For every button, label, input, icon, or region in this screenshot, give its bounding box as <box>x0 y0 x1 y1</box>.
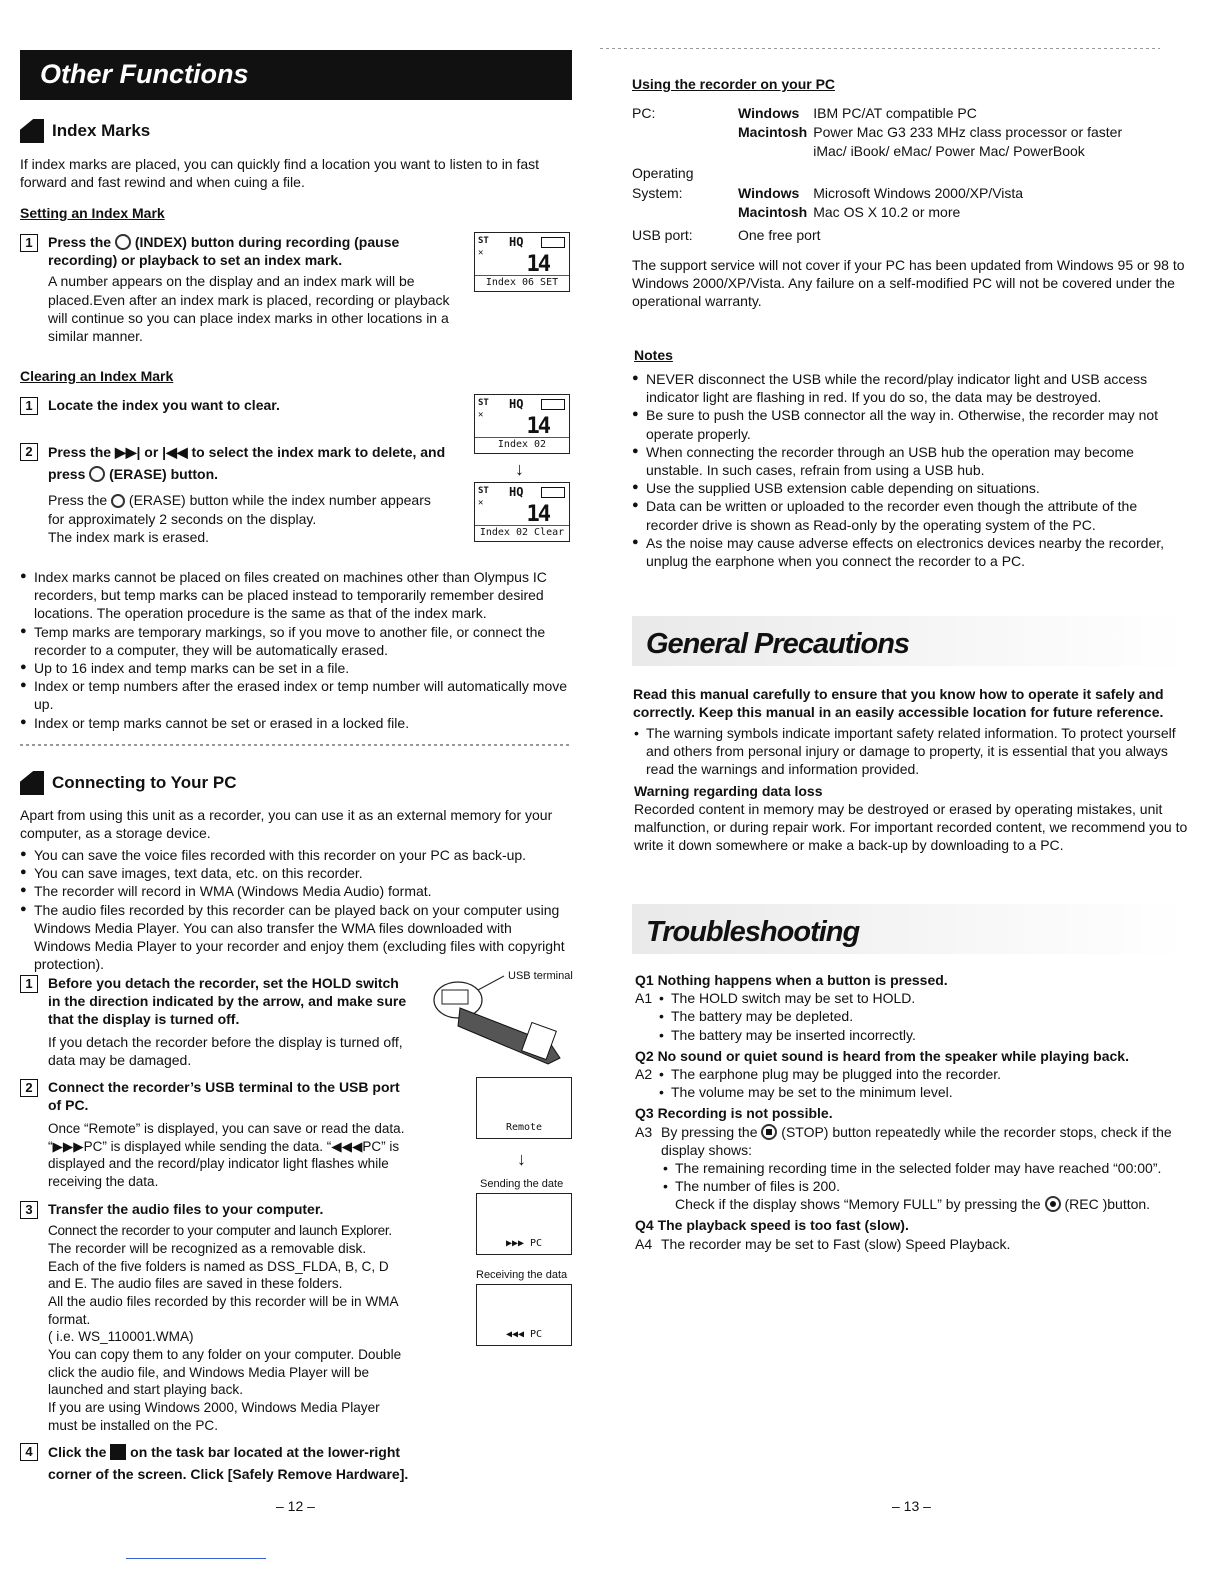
step-text: (ERASE) button. <box>109 465 219 482</box>
connect-step-2 <box>20 1078 408 1191</box>
os-name: Macintosh <box>738 124 808 141</box>
erase-button-icon <box>111 494 125 508</box>
list-item: ● NEVER disconnect the USB while the record/play indicator light and USB access indicator light are flashing in red. If you do so, the data may be destroyed. <box>632 370 1188 406</box>
lcd-label: Index 06 SET <box>475 275 569 289</box>
step-number: 1 <box>20 234 38 252</box>
answer-text-part: By pressing the <box>661 1123 758 1140</box>
answer-label: A2 <box>635 1065 653 1082</box>
pc-label: PC: <box>632 105 656 121</box>
answer-label: A1 <box>635 990 653 1007</box>
index-button-icon <box>115 234 131 250</box>
step-text: Press the <box>48 492 108 509</box>
setting-step-1 <box>20 233 450 345</box>
lcd-display-index-set <box>474 232 570 292</box>
table-row <box>632 203 1128 222</box>
connect-step-3-title: Transfer the audio files to your computer. <box>48 1201 324 1217</box>
list-item: • The number of files is 200. <box>661 1177 1191 1195</box>
answer-list <box>661 1159 1191 1195</box>
connect-step-1-title: Before you detach the recorder, set the HOLD switch in the direction indicated by the arrow, and make sure that the display is turned off. <box>48 975 407 1028</box>
answer-text-part: (STOP) button repeatedly while the recorder stops, check if the display shows: <box>661 1123 1172 1158</box>
step-3-line: Connect the recorder to your computer and launch Explorer. <box>48 1223 392 1239</box>
battery-icon <box>541 237 565 248</box>
step-number: 1 <box>20 975 38 993</box>
list-item: ● Index marks cannot be placed on files created on machines other than Olympus IC recorders, but temp marks can be placed instead to temporarily remember desired locations. The operation procedure is the same as that of the index mark. <box>20 568 572 623</box>
bottom-link-rule <box>126 1558 266 1559</box>
list-item: ● The audio files recorded by this recorder can be played back on your computer using Windows Media Player. You can also transfer the WMA files downloaded with Windows Media Player to your recorder and enjoy them (excluding files with copyright protection). <box>20 901 572 974</box>
previous-icon: |◀◀ <box>162 444 188 460</box>
list-item: ● Index or temp numbers after the erased index or temp number will automatically move up. <box>20 677 572 713</box>
step-text: (INDEX) button during recording (pause recording) or playback to set an index mark. <box>48 234 400 269</box>
answer-1 <box>635 989 1191 1044</box>
index-marks-intro: If index marks are placed, you can quickly find a location you want to listen to in fast forward and fast rewind and when cuing a file. <box>20 156 540 191</box>
battery-icon <box>541 487 565 498</box>
os-name: Windows <box>738 184 800 201</box>
table-row <box>632 162 1128 184</box>
divider <box>20 744 572 746</box>
lcd-display-index-clear <box>474 482 570 542</box>
list-item: • The warning symbols indicate important safety related information. To protect yourself and others from personal injury or damage to property, it is essential that you always read the warnings and information provided. <box>632 724 1188 779</box>
step-3-line: You can copy them to any folder on your computer. Double click the audio file, and Windows Media Player will be launched and start playing back. <box>48 1346 402 1398</box>
battery-icon <box>541 399 565 410</box>
lcd-label: Index 02 Clear <box>475 525 569 539</box>
connecting-title: Connecting to Your PC <box>52 772 237 792</box>
answer-4 <box>635 1235 1191 1253</box>
step-3-line: Each of the five folders is named as DSS_FLDA, B, C, D and E. The audio files are saved in these folders. <box>48 1258 389 1292</box>
step-3-line: The recorder will be recognized as a removable disk. <box>48 1240 367 1256</box>
index-marks-title: Index Marks <box>52 120 151 140</box>
answer-text <box>661 1123 1191 1159</box>
setting-step-1-body: A number appears on the display and an index mark will be placed.Even after an index mark is placed, recording or playback will continue so you can place index marks in other locations in a similar manner. <box>48 273 450 344</box>
lcd-index-number: 14 <box>526 414 549 439</box>
lcd-quality: HQ <box>509 235 524 249</box>
os-desc: Microsoft Windows 2000/XP/Vista <box>813 184 1024 201</box>
rec-button-icon <box>1045 1196 1061 1212</box>
table-row <box>632 184 1128 203</box>
display-text: Remote <box>505 1122 543 1133</box>
answer-label: A3 <box>635 1123 653 1140</box>
page-number-right: – 13 – <box>892 1498 931 1514</box>
troubleshooting-list <box>635 971 1191 1253</box>
lcd-quality: HQ <box>509 397 524 411</box>
list-item: • The volume may be set to the minimum level. <box>657 1083 1191 1101</box>
answer-label: A4 <box>635 1235 653 1252</box>
table-row <box>632 104 1128 123</box>
connecting-bullets <box>20 846 572 973</box>
list-item: ● When connecting the recorder through an USB hub the operation may become unstable. In such cases, refrain from using a USB hub. <box>632 443 1188 479</box>
step-number: 2 <box>20 443 38 461</box>
connect-step-1-body: If you detach the recorder before the display is turned off, data may be damaged. <box>48 1033 403 1068</box>
list-item: • The HOLD switch may be set to HOLD. <box>657 989 1191 1007</box>
os-label-2: System: <box>632 184 683 201</box>
notes-heading: Notes <box>634 347 673 363</box>
usb-label: USB port: <box>632 226 693 243</box>
step-text: or <box>144 444 159 460</box>
os-name: Windows <box>738 105 800 121</box>
list-item: ● The recorder will record in WMA (Windows Media Audio) format. <box>20 882 572 900</box>
setting-step-1-title <box>48 233 450 269</box>
lcd-index-number: 14 <box>526 502 549 527</box>
stop-button-icon <box>761 1124 777 1140</box>
step-text: Click the <box>48 1444 107 1460</box>
list-item: ● Be sure to push the USB connector all the way in. Otherwise, the recorder may not operate properly. <box>632 406 1188 442</box>
step-text: Press the <box>48 444 112 460</box>
callout-line <box>478 976 504 990</box>
lcd-status-icon: ST ✕ <box>478 398 489 420</box>
down-arrow-icon: ↓ <box>517 1149 526 1169</box>
connect-step-2-title: Connect the recorder’s USB terminal to the USB port of PC. <box>48 1079 400 1114</box>
answer-text: The recorder may be set to Fast (slow) Speed Playback. <box>661 1235 1011 1252</box>
next-icon: ▶▶| <box>114 444 141 460</box>
index-notes-list <box>20 568 572 732</box>
sending-caption: Sending the date <box>480 1178 564 1190</box>
connecting-intro: Apart from using this unit as a recorder, you can use it as an external memory for your computer, as a storage device. <box>20 807 553 842</box>
step-3-line: ( i.e. WS_110001.WMA) <box>48 1329 194 1345</box>
os-desc: iMac/ iBook/ eMac/ Power Mac/ PowerBook <box>813 143 1085 160</box>
pc-requirements <box>632 104 1192 245</box>
usb-terminal-label: USB terminal <box>508 970 573 982</box>
connecting-heading <box>20 771 236 795</box>
step-number: 2 <box>20 1079 38 1097</box>
connect-step-2-body: Once “Remote” is displayed, you can save or read the data. “▶▶▶PC” is displayed while sending the data. “◀◀◀PC” is displayed and the record/play indicator light flashes while receiving the data. <box>48 1121 405 1190</box>
answer-text-part: (REC )button. <box>1064 1196 1151 1213</box>
list-item: ● Use the supplied USB extension cable depending on situations. <box>632 479 1188 497</box>
section-marker-icon <box>20 771 44 795</box>
list-item: ● Up to 16 index and temp marks can be set in a file. <box>20 659 572 677</box>
step-text: The index mark is erased. <box>48 528 210 545</box>
usb-value: One free port <box>738 226 821 243</box>
erase-button-icon <box>89 466 105 482</box>
step-3-line: If you are using Windows 2000, Windows Media Player must be installed on the PC. <box>48 1399 380 1433</box>
display-text: ▶▶▶ PC <box>505 1238 543 1249</box>
safely-remove-icon <box>110 1444 126 1460</box>
list-item: ● Temp marks are temporary markings, so if you move to another file, or connect the recorder to a computer, they will be automatically erased. <box>20 623 572 659</box>
warning-body: Recorded content in memory may be destroyed or erased by operating mistakes, unit malfunction, or during repair work. For important recorded content, we recommend you to write it down somewhere or make a back-up by downloading to a PC. <box>634 801 1188 854</box>
list-item: • The battery may be inserted incorrectly. <box>657 1026 1191 1044</box>
index-marks-heading <box>20 119 150 143</box>
display-text: ◀◀◀ PC <box>505 1329 543 1340</box>
page-banner-other-functions: Other Functions <box>20 50 572 100</box>
question-3: Q3 Recording is not possible. <box>635 1105 833 1122</box>
gp-bullets <box>632 724 1188 779</box>
question-4: Q4 The playback speed is too fast (slow). <box>635 1217 909 1234</box>
receiving-caption: Receiving the data <box>476 1269 568 1281</box>
step-text: Press the <box>48 234 112 250</box>
os-desc: IBM PC/AT compatible PC <box>813 105 977 121</box>
usb-plug <box>442 990 468 1004</box>
connect-step-4-title <box>48 1442 430 1485</box>
os-desc: Power Mac G3 233 MHz class processor or faster <box>813 124 1123 141</box>
section-marker-icon <box>20 119 44 143</box>
general-precautions-banner: General Precautions <box>632 616 1188 666</box>
display-receiving <box>476 1284 572 1346</box>
troubleshooting-banner: Troubleshooting <box>632 904 1188 954</box>
connect-step-4 <box>20 1442 430 1485</box>
list-item: • The earphone plug may be plugged into the recorder. <box>657 1065 1191 1083</box>
clearing-step-2-title <box>48 442 450 485</box>
answer-text <box>661 1195 1191 1213</box>
list-item: ● You can save the voice files recorded with this recorder on your PC as back-up. <box>20 846 572 864</box>
pc-table <box>632 104 1128 245</box>
table-row <box>632 123 1128 142</box>
step-number: 1 <box>20 397 38 415</box>
gp-intro: Read this manual carefully to ensure that you know how to operate it safely and correctly. Keep this manual in an easily accessible location for future reference. <box>633 686 1164 721</box>
top-rule <box>600 48 1160 49</box>
step-text: to select the index mark to delete, and press <box>48 444 446 482</box>
question-1: Q1 Nothing happens when a button is pressed. <box>635 972 948 988</box>
list-item: ● Index or temp marks cannot be set or erased in a locked file. <box>20 714 572 732</box>
os-label-1: Operating <box>632 165 694 182</box>
lcd-display-index-select <box>474 394 570 454</box>
answer-list <box>657 989 1191 1044</box>
answer-text-part: Check if the display shows “Memory FULL” by pressing the <box>675 1196 1041 1213</box>
lcd-index-number: 14 <box>526 252 549 277</box>
os-name: Macintosh <box>738 203 808 220</box>
lcd-status-icon: ST ✕ <box>478 486 489 508</box>
os-desc: Mac OS X 10.2 or more <box>813 203 961 220</box>
warning-heading: Warning regarding data loss <box>634 783 823 799</box>
display-remote <box>476 1077 572 1139</box>
step-text: on the task bar located at the lower-right corner of the screen. Click [Safely Remove Hardware]. <box>48 1444 409 1482</box>
list-item: ● As the noise may cause adverse effects on electronics devices nearby the recorder, unplug the earphone when you connect the recorder to a PC. <box>632 534 1188 570</box>
using-pc-heading: Using the recorder on your PC <box>632 76 836 92</box>
page-number-left: – 12 – <box>276 1498 315 1514</box>
lcd-quality: HQ <box>509 485 524 499</box>
answer-3 <box>635 1123 1191 1214</box>
step-text: (ERASE) button while the index number appears for approximately 2 seconds on the display. <box>48 492 431 527</box>
answer-2 <box>635 1065 1191 1101</box>
list-item: ● You can save images, text data, etc. on this recorder. <box>20 864 572 882</box>
clearing-step-1-title: Locate the index you want to clear. <box>48 397 280 413</box>
connect-step-3 <box>20 1200 408 1434</box>
usb-notes-list <box>632 370 1188 570</box>
step-number: 3 <box>20 1201 38 1219</box>
support-note: The support service will not cover if your PC has been updated from Windows 95 or 98 to Windows 2000/XP/Vista. Any failure on a self-modified PC will not be covered under the operational warranty. <box>632 257 1185 310</box>
list-item: ● Data can be written or uploaded to the recorder even though the attribute of the recorder drive is shown as Read-only by the operating system of the PC. <box>632 497 1188 533</box>
display-sending <box>476 1193 572 1255</box>
table-row <box>632 142 1128 161</box>
clearing-step-2-body <box>48 491 450 546</box>
question-2: Q2 No sound or quiet sound is heard from the speaker while playing back. <box>635 1047 1129 1064</box>
list-item: • The remaining recording time in the selected folder may have reached “00:00”. <box>661 1159 1191 1177</box>
step-3-line: All the audio files recorded by this recorder will be in WMA format. <box>48 1293 398 1327</box>
list-item: • The battery may be depleted. <box>657 1007 1191 1025</box>
clearing-step-2 <box>20 442 450 546</box>
clearing-step-1 <box>20 396 450 415</box>
lcd-status-icon: ST ✕ <box>478 236 489 258</box>
clearing-index-heading: Clearing an Index Mark <box>20 368 174 384</box>
step-number: 4 <box>20 1443 38 1461</box>
table-row <box>632 222 1128 245</box>
connect-step-1 <box>20 974 408 1069</box>
lcd-label: Index 02 <box>475 437 569 451</box>
answer-list <box>657 1065 1191 1101</box>
setting-index-heading: Setting an Index Mark <box>20 205 165 221</box>
down-arrow-icon: ↓ <box>515 459 524 479</box>
